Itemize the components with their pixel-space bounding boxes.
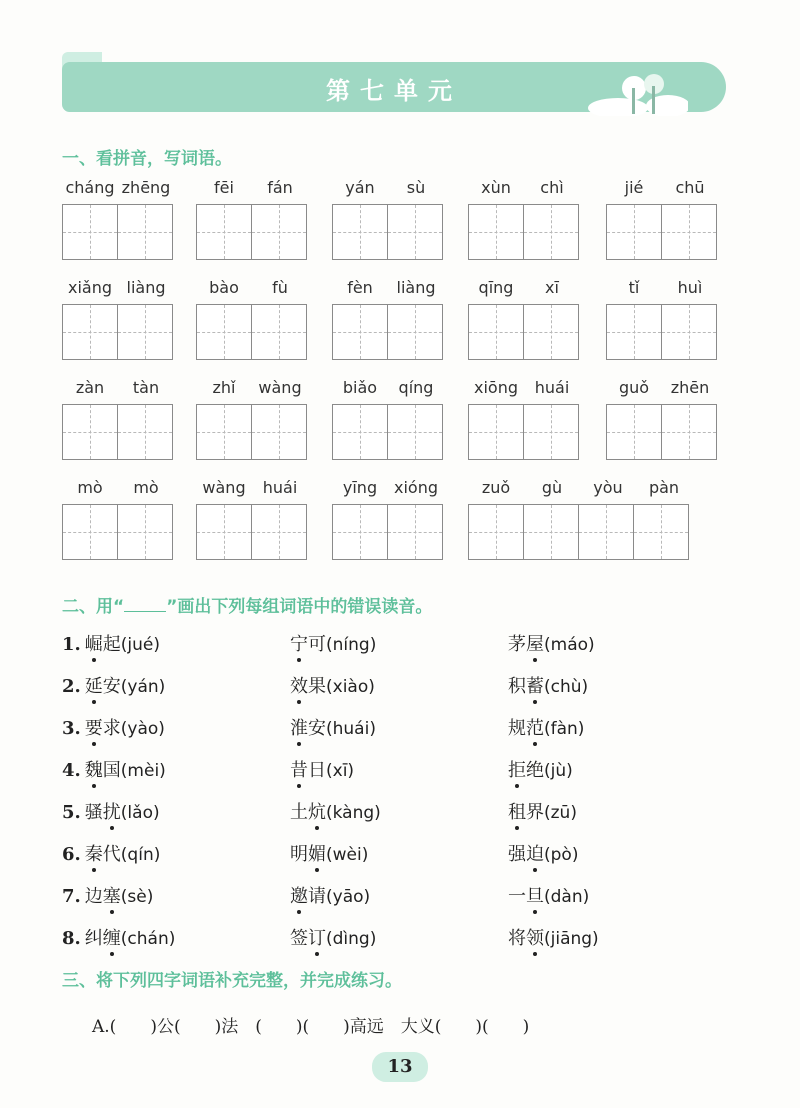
dotted-char: 效 <box>290 676 308 697</box>
pinyin-label: jié <box>624 178 644 197</box>
reading-pinyin: (wèi) <box>326 845 369 865</box>
section3-title: 三、将下列四字词语补充完整，并完成练习。 <box>62 971 402 991</box>
pinyin-label: xī <box>545 278 559 297</box>
pinyin-label: xiǎng <box>67 278 112 297</box>
item-number: 8. <box>62 928 81 949</box>
dotted-char: 崛 <box>84 634 103 655</box>
word-post: 国 <box>102 760 121 781</box>
reading-pinyin: (chán) <box>120 929 176 949</box>
reading-item <box>508 714 584 740</box>
word-post: 绝 <box>526 760 544 781</box>
writing-grid <box>332 304 443 360</box>
writing-grid <box>62 504 173 560</box>
word-post: 请 <box>308 886 326 907</box>
writing-cell[interactable] <box>62 404 118 460</box>
reading-pinyin: (níng) <box>326 635 377 655</box>
dotted-char: 旦 <box>526 886 544 907</box>
reading-item <box>290 840 368 866</box>
word-pre: 纠 <box>84 928 103 949</box>
writing-grid <box>62 204 173 260</box>
pinyin-label: fēi <box>214 178 234 197</box>
word-post: 起 <box>102 634 121 655</box>
pinyin-label: zuǒ <box>481 478 511 497</box>
writing-grid <box>196 304 307 360</box>
reading-pinyin: (sè) <box>120 887 154 907</box>
section1-title: 一、看拼音，写词语。 <box>62 149 232 169</box>
idiom-line: A.( )公( )法 ( )( )高远 大义( )( ) <box>92 1017 530 1037</box>
reading-pinyin: (máo) <box>544 635 595 655</box>
writing-cell[interactable] <box>117 204 173 260</box>
reading-item <box>508 756 573 782</box>
word-post: 安 <box>102 676 121 697</box>
writing-cell[interactable] <box>251 504 307 560</box>
item-number: 7. <box>62 886 81 907</box>
writing-cell[interactable] <box>196 504 252 560</box>
dotted-char: 扰 <box>102 802 121 823</box>
pinyin-label: gù <box>541 478 563 497</box>
writing-cell[interactable] <box>523 304 579 360</box>
writing-cell[interactable] <box>332 304 388 360</box>
reading-pinyin: (yào) <box>120 719 165 739</box>
word-pre: 规 <box>508 718 526 739</box>
pinyin-label: yán <box>345 178 375 197</box>
pinyin-label: tàn <box>132 378 160 397</box>
reading-pinyin: (jiāng) <box>544 929 599 949</box>
dotted-char: 魏 <box>84 760 103 781</box>
reading-item <box>62 882 153 908</box>
writing-grid <box>468 304 579 360</box>
pinyin-label: huái <box>534 378 570 397</box>
pinyin-label: wàng <box>258 378 302 397</box>
writing-cell[interactable] <box>523 504 579 560</box>
page-number: 13 <box>372 1052 428 1082</box>
item-number: 1. <box>62 634 81 655</box>
pinyin-label: mò <box>133 478 159 497</box>
writing-cell[interactable] <box>606 204 662 260</box>
dotted-char: 拒 <box>508 760 526 781</box>
word-pre: 骚 <box>84 802 103 823</box>
dotted-char: 媚 <box>308 844 326 865</box>
pinyin-label: liàng <box>396 278 436 297</box>
word-pre: 明 <box>290 844 308 865</box>
reading-pinyin: (dàn) <box>544 887 590 907</box>
pinyin-label: zàn <box>75 378 105 397</box>
writing-grid <box>332 404 443 460</box>
writing-cell[interactable] <box>332 404 388 460</box>
writing-cell[interactable] <box>332 204 388 260</box>
pinyin-label: cháng <box>65 178 115 197</box>
word-post: 界 <box>526 802 544 823</box>
pinyin-label: huì <box>677 278 703 297</box>
dotted-char: 炕 <box>308 802 326 823</box>
dotted-char: 淮 <box>290 718 308 739</box>
writing-cell[interactable] <box>578 504 634 560</box>
reading-pinyin: (huái) <box>326 719 376 739</box>
writing-cell[interactable] <box>387 504 443 560</box>
reading-pinyin: (mèi) <box>120 761 166 781</box>
section2-title: 二、用“ ”画出下列每组词语中的错误读音。 <box>62 597 433 617</box>
pinyin-label: zhēng <box>121 178 171 197</box>
writing-cell[interactable] <box>633 504 689 560</box>
writing-grid <box>606 404 717 460</box>
reading-item <box>62 798 160 824</box>
reading-item <box>290 882 370 908</box>
word-pre: 茅 <box>508 634 526 655</box>
reading-item <box>508 798 577 824</box>
reading-item <box>508 882 589 908</box>
reading-pinyin: (qín) <box>120 845 161 865</box>
writing-grid <box>468 504 689 560</box>
underline-sample <box>124 597 166 612</box>
pinyin-label: qíng <box>398 378 434 397</box>
pinyin-label: liàng <box>126 278 166 297</box>
writing-cell[interactable] <box>251 404 307 460</box>
pinyin-label: zhǐ <box>212 378 236 397</box>
dotted-char: 租 <box>508 802 526 823</box>
writing-cell[interactable] <box>62 204 118 260</box>
pinyin-label: xióng <box>394 478 438 497</box>
dotted-char: 缠 <box>102 928 121 949</box>
reading-pinyin: (pò) <box>544 845 579 865</box>
reading-pinyin: (jù) <box>544 761 573 781</box>
writing-grid <box>468 204 579 260</box>
dotted-char: 屋 <box>526 634 544 655</box>
writing-cell[interactable] <box>661 304 717 360</box>
reading-pinyin: (yán) <box>120 677 166 697</box>
item-number: 2. <box>62 676 81 697</box>
writing-cell[interactable] <box>117 504 173 560</box>
dotted-char: 领 <box>526 928 544 949</box>
writing-cell[interactable] <box>468 404 524 460</box>
reading-item <box>62 756 166 782</box>
pinyin-label: xiōng <box>474 378 518 397</box>
reading-pinyin: (kàng) <box>326 803 381 823</box>
pinyin-label: xùn <box>481 178 511 197</box>
pinyin-label: wàng <box>202 478 246 497</box>
dotted-char: 秦 <box>84 844 103 865</box>
dotted-char: 延 <box>84 676 103 697</box>
writing-cell[interactable] <box>661 204 717 260</box>
writing-cell[interactable] <box>606 304 662 360</box>
tree-icon <box>588 74 688 116</box>
word-post: 可 <box>308 634 326 655</box>
unit-title: 第七单元 <box>326 77 462 105</box>
writing-cell[interactable] <box>387 204 443 260</box>
reading-item <box>508 672 588 698</box>
writing-grid <box>332 504 443 560</box>
writing-grid <box>606 304 717 360</box>
reading-pinyin: (xiào) <box>326 677 375 697</box>
pinyin-label: bào <box>209 278 239 297</box>
writing-grid <box>196 504 307 560</box>
word-pre: 强 <box>508 844 526 865</box>
pinyin-label: fán <box>267 178 293 197</box>
reading-item <box>290 714 376 740</box>
writing-cell[interactable] <box>196 204 252 260</box>
writing-cell[interactable] <box>606 404 662 460</box>
reading-item <box>508 840 578 866</box>
writing-cell[interactable] <box>251 304 307 360</box>
pinyin-label: chì <box>540 178 564 197</box>
reading-pinyin: (yāo) <box>326 887 371 907</box>
reading-pinyin: (chù) <box>544 677 589 697</box>
reading-item <box>62 672 165 698</box>
writing-cell[interactable] <box>196 304 252 360</box>
writing-grid <box>196 404 307 460</box>
pinyin-label: mò <box>77 478 103 497</box>
reading-item <box>62 714 165 740</box>
item-number: 3. <box>62 718 81 739</box>
reading-item <box>290 798 381 824</box>
writing-cell[interactable] <box>332 504 388 560</box>
word-pre: 积 <box>508 676 526 697</box>
dotted-char: 昔 <box>290 760 308 781</box>
writing-cell[interactable] <box>251 204 307 260</box>
reading-item <box>290 630 376 656</box>
writing-cell[interactable] <box>661 404 717 460</box>
dotted-char: 蓄 <box>526 676 544 697</box>
writing-grid <box>606 204 717 260</box>
reading-pinyin: (xī) <box>326 761 355 781</box>
pinyin-label: chū <box>675 178 705 197</box>
pinyin-label: sù <box>406 178 426 197</box>
writing-cell[interactable] <box>117 404 173 460</box>
reading-pinyin: (zū) <box>544 803 577 823</box>
word-pre: 土 <box>290 802 308 823</box>
pinyin-label: yīng <box>342 478 378 497</box>
pinyin-label: pàn <box>648 478 680 497</box>
reading-item <box>508 924 599 950</box>
word-pre: 签 <box>290 928 308 949</box>
reading-item <box>62 840 160 866</box>
writing-cell[interactable] <box>468 504 524 560</box>
reading-item <box>290 672 375 698</box>
dotted-char: 迫 <box>526 844 544 865</box>
dotted-char: 邀 <box>290 886 308 907</box>
item-number: 6. <box>62 844 81 865</box>
reading-item <box>508 630 595 656</box>
reading-item <box>290 924 376 950</box>
pinyin-label: huái <box>262 478 298 497</box>
writing-cell[interactable] <box>523 404 579 460</box>
item-number: 5. <box>62 802 81 823</box>
writing-cell[interactable] <box>62 304 118 360</box>
writing-cell[interactable] <box>523 204 579 260</box>
writing-cell[interactable] <box>387 404 443 460</box>
reading-pinyin: (jué) <box>120 635 161 655</box>
pinyin-label: tǐ <box>628 278 640 297</box>
pinyin-label: guǒ <box>618 378 650 397</box>
reading-pinyin: (lǎo) <box>120 803 160 823</box>
dotted-char: 要 <box>84 718 103 739</box>
pinyin-label: zhēn <box>670 378 710 397</box>
writing-grid <box>62 304 173 360</box>
pinyin-label: fèn <box>347 278 373 297</box>
reading-item <box>62 630 160 656</box>
reading-item <box>290 756 354 782</box>
writing-grid <box>196 204 307 260</box>
word-pre: 边 <box>84 886 103 907</box>
reading-pinyin: (fàn) <box>544 719 585 739</box>
pinyin-label: yòu <box>593 478 623 497</box>
word-post: 果 <box>308 676 326 697</box>
writing-grid <box>332 204 443 260</box>
reading-item <box>62 924 175 950</box>
pinyin-label: biǎo <box>342 378 378 397</box>
writing-cell[interactable] <box>196 404 252 460</box>
writing-grid <box>62 404 173 460</box>
pinyin-label: qīng <box>478 278 514 297</box>
dotted-char: 订 <box>308 928 326 949</box>
writing-cell[interactable] <box>387 304 443 360</box>
reading-pinyin: (dìng) <box>326 929 377 949</box>
pinyin-label: fù <box>272 278 288 297</box>
word-post: 安 <box>308 718 326 739</box>
dotted-char: 宁 <box>290 634 308 655</box>
writing-cell[interactable] <box>62 504 118 560</box>
writing-cell[interactable] <box>117 304 173 360</box>
word-post: 代 <box>102 844 121 865</box>
word-post: 日 <box>308 760 326 781</box>
dotted-char: 范 <box>526 718 544 739</box>
word-pre: 一 <box>508 886 526 907</box>
dotted-char: 塞 <box>102 886 121 907</box>
writing-grid <box>468 404 579 460</box>
word-post: 求 <box>102 718 121 739</box>
word-pre: 将 <box>508 928 526 949</box>
writing-cell[interactable] <box>468 204 524 260</box>
writing-cell[interactable] <box>468 304 524 360</box>
item-number: 4. <box>62 760 81 781</box>
